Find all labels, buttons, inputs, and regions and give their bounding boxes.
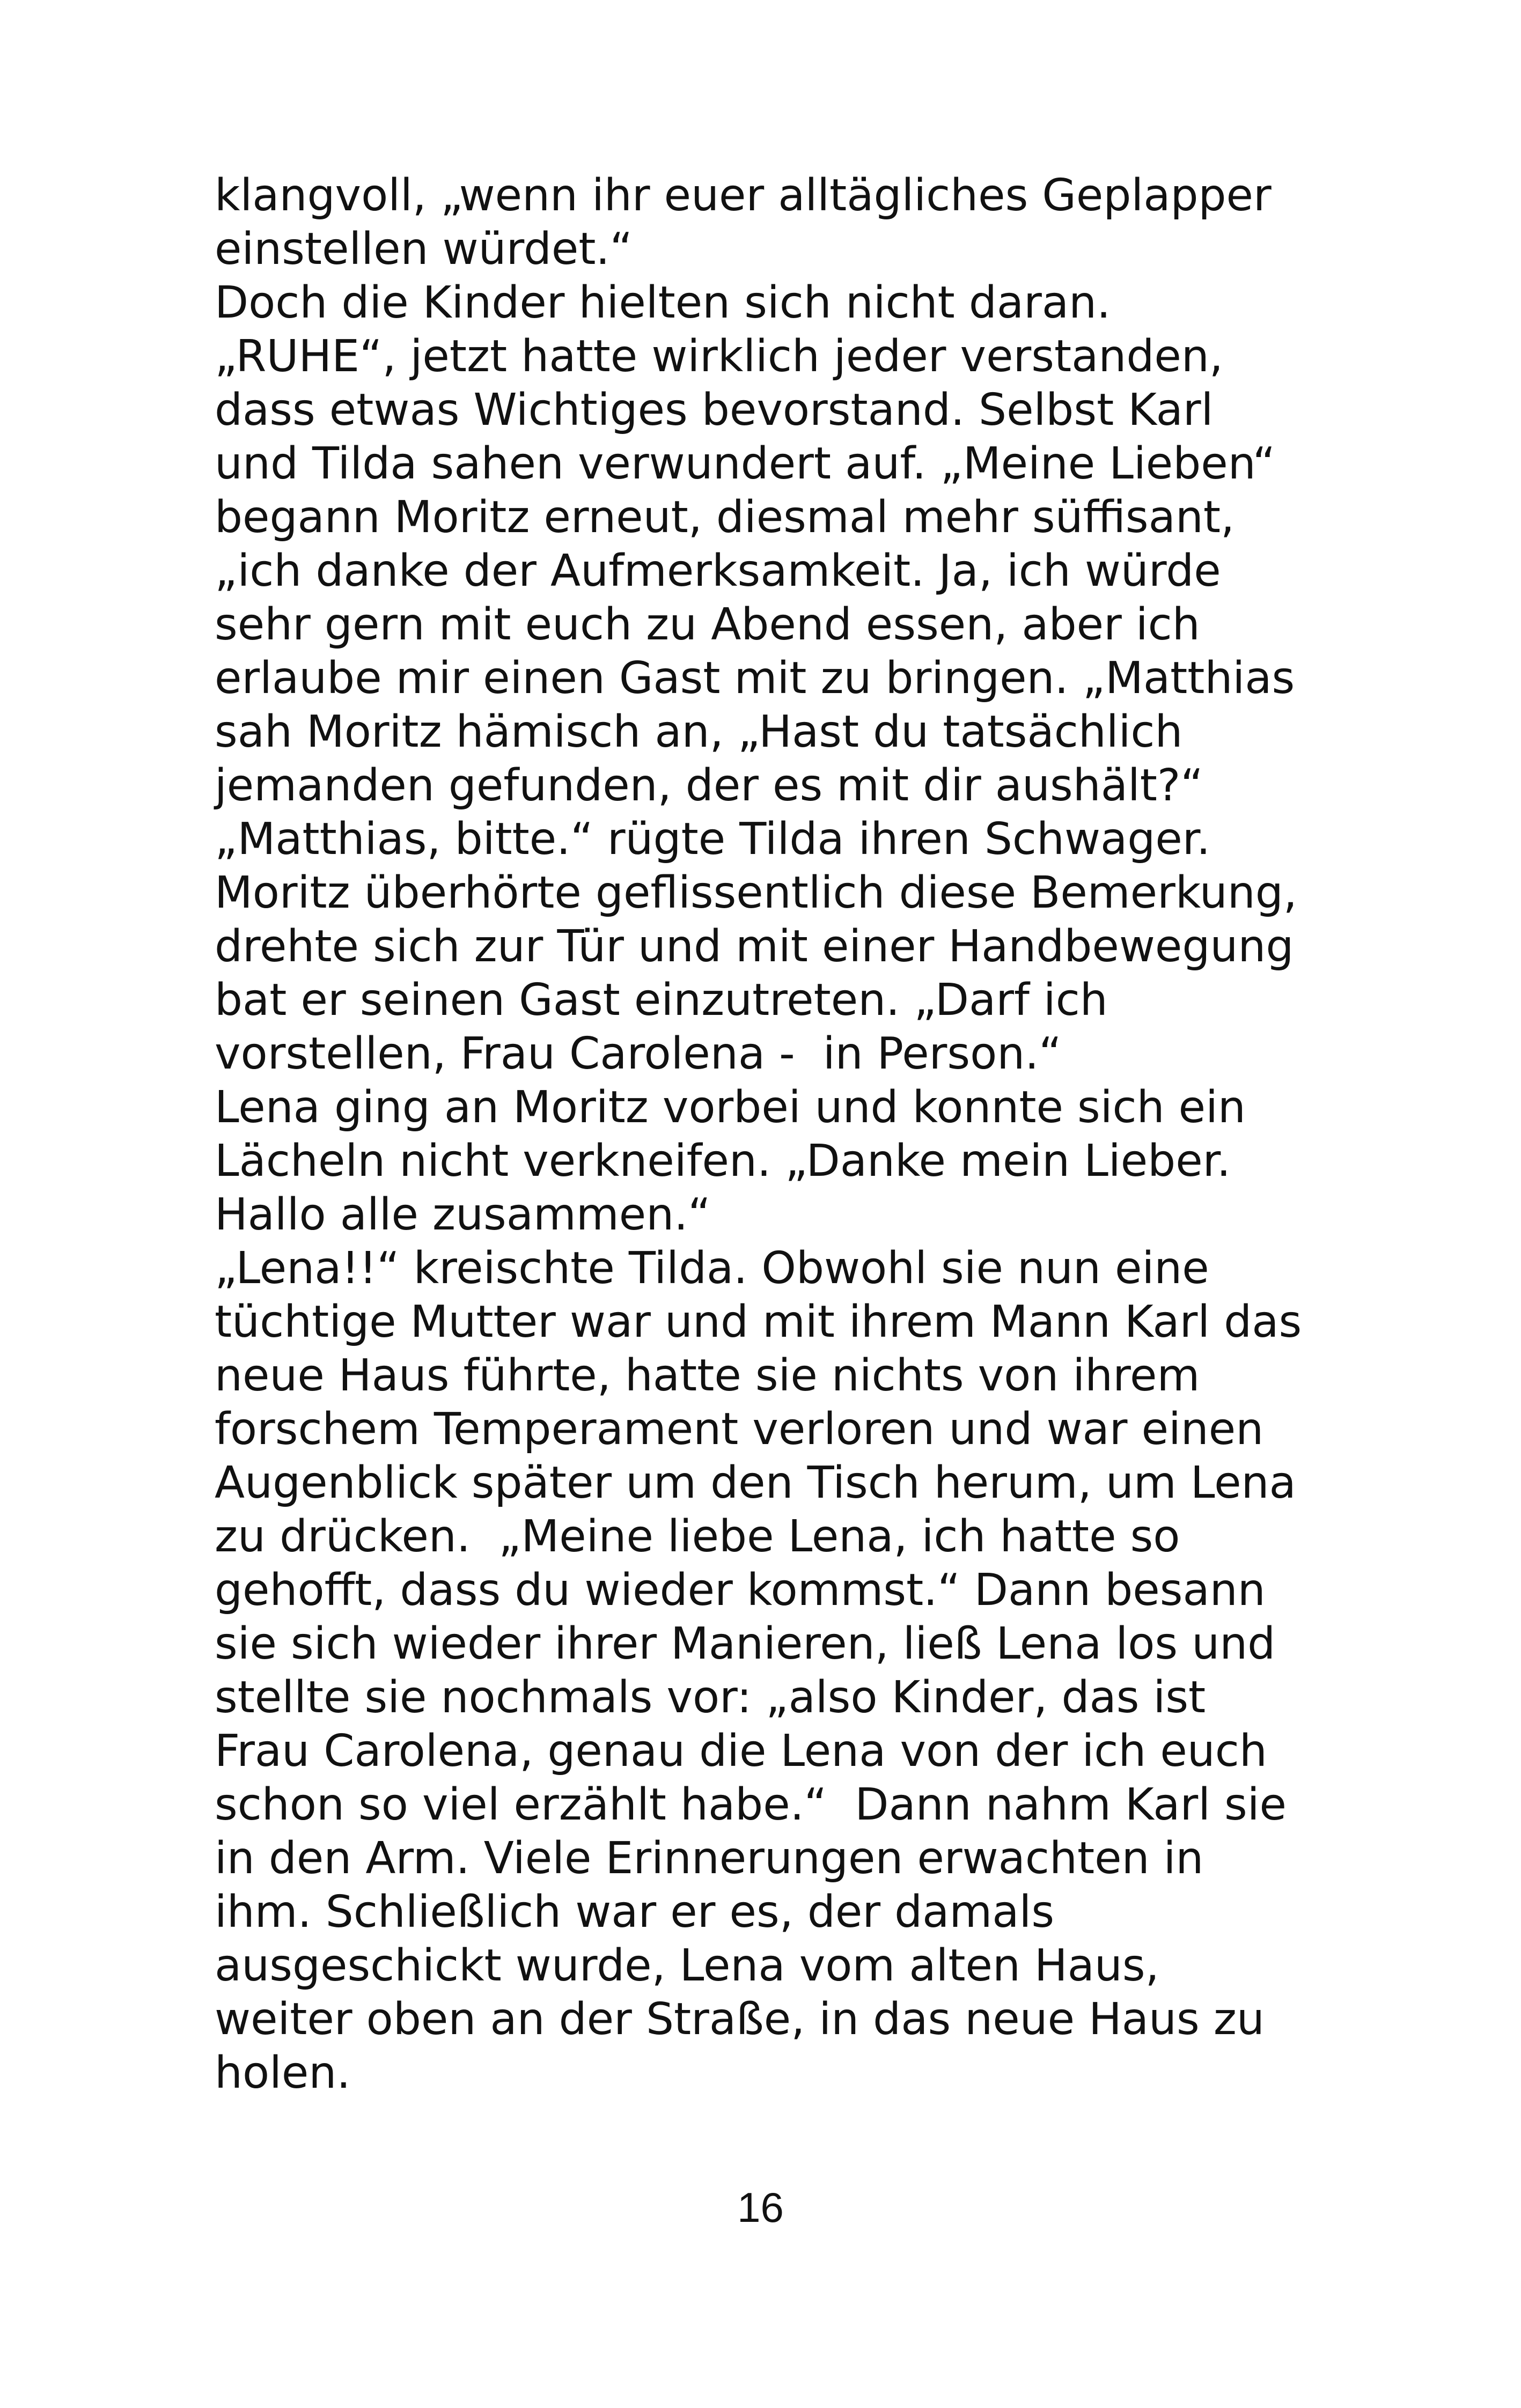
- text-line: neue Haus führte, hatte sie nichts von ihrem: [215, 1350, 1200, 1401]
- text-line: Lächeln nicht verkneifen. „Danke mein Lieber.: [215, 1136, 1231, 1187]
- text-line: weiter oben an der Straße, in das neue Haus zu: [215, 1994, 1265, 2045]
- text-line: klangvoll, „wenn ihr euer alltägliches Geplapper: [215, 170, 1272, 221]
- text-line: Hallo alle zusammen.“: [215, 1189, 711, 1240]
- text-line: sehr gern mit euch zu Abend essen, aber ich: [215, 599, 1200, 650]
- text-line: Frau Carolena, genau die Lena von der ich euch: [215, 1726, 1267, 1777]
- text-line: erlaube mir einen Gast mit zu bringen. „Matthias: [215, 653, 1295, 704]
- text-line: sah Moritz hämisch an, „Hast du tatsächlich: [215, 706, 1183, 757]
- text-line: begann Moritz erneut, diesmal mehr süffisant,: [215, 492, 1235, 543]
- text-line: drehte sich zur Tür und mit einer Handbewegung: [215, 921, 1294, 972]
- text-line: in den Arm. Viele Erinnerungen erwachten in: [215, 1833, 1204, 1884]
- text-line: „RUHE“, jetzt hatte wirklich jeder verstanden,: [215, 331, 1223, 382]
- text-line: dass etwas Wichtiges bevorstand. Selbst Karl: [215, 385, 1214, 436]
- text-line: ausgeschickt wurde, Lena vom alten Haus,: [215, 1940, 1159, 1991]
- text-line: einstellen würdet.“: [215, 224, 633, 275]
- text-line: stellte sie nochmals vor: „also Kinder, das ist: [215, 1672, 1206, 1723]
- text-line: tüchtige Mutter war und mit ihrem Mann Karl das: [215, 1297, 1302, 1347]
- text-line: Augenblick später um den Tisch herum, um Lena: [215, 1457, 1296, 1508]
- text-line: „Matthias, bitte.“ rügte Tilda ihren Schwager.: [215, 814, 1211, 865]
- page-number: 16: [737, 2184, 784, 2231]
- text-line: Lena ging an Moritz vorbei und konnte sich ein: [215, 1082, 1246, 1133]
- text-line: ihm. Schließlich war er es, der damals: [215, 1887, 1055, 1938]
- text-line: bat er seinen Gast einzutreten. „Darf ich: [215, 975, 1108, 1026]
- text-line: Doch die Kinder hielten sich nicht daran.: [215, 277, 1111, 328]
- text-line: Moritz überhörte geflissentlich diese Bemerkung,: [215, 867, 1297, 918]
- text-line: „Lena!!“ kreischte Tilda. Obwohl sie nun eine: [215, 1243, 1209, 1294]
- text-line: gehofft, dass du wieder kommst.“ Dann besann: [215, 1565, 1266, 1616]
- text-line: zu drücken. „Meine liebe Lena, ich hatte so: [215, 1511, 1180, 1562]
- body-text: [215, 169, 1331, 2100]
- text-line: „ich danke der Aufmerksamkeit. Ja, ich würde: [215, 546, 1221, 597]
- text-line: forschem Temperament verloren und war einen: [215, 1404, 1264, 1455]
- text-line: sie sich wieder ihrer Manieren, ließ Lena los und: [215, 1618, 1276, 1669]
- text-line: jemanden gefunden, der es mit dir aushält?“: [215, 760, 1203, 811]
- text-line: holen.: [215, 2048, 351, 2098]
- text-line: vorstellen, Frau Carolena - in Person.“: [215, 1028, 1062, 1079]
- text-line: und Tilda sahen verwundert auf. „Meine Lieben“: [215, 438, 1276, 489]
- text-line: schon so viel erzählt habe.“ Dann nahm Karl sie: [215, 1779, 1287, 1830]
